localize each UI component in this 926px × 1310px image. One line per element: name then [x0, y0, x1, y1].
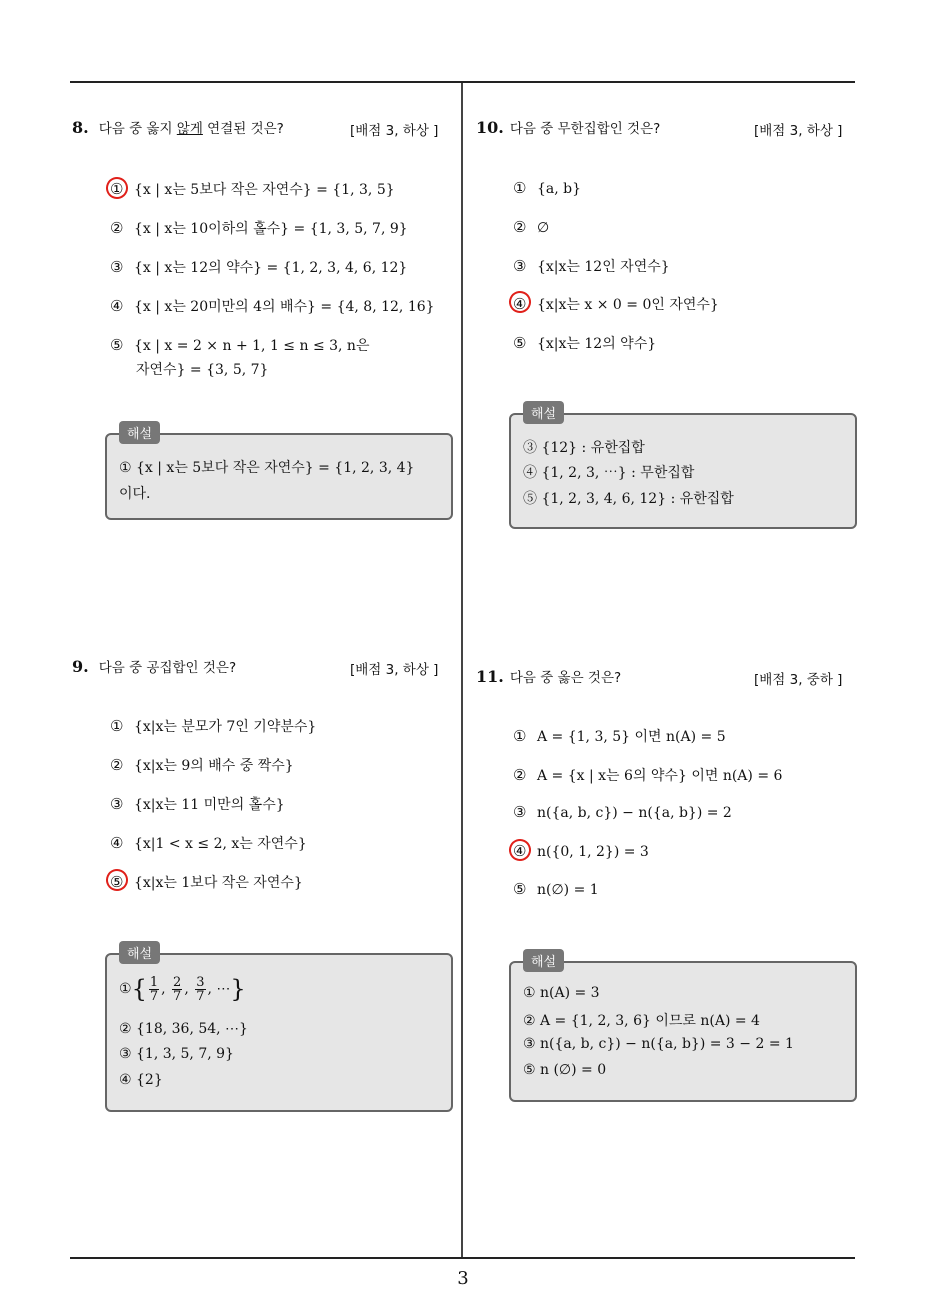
q8-choice-1[interactable]: ① {x | x는 5보다 작은 자연수} = {1, 3, 5}: [110, 180, 395, 198]
explanation-tag: 해설: [523, 949, 564, 972]
question-text: 다음 중 옳지 않게 연결된 것은?: [98, 121, 284, 137]
question-number: 11.: [476, 667, 504, 686]
q9-choice-4[interactable]: ④ {x|1 < x ≤ 2, x는 자연수}: [110, 834, 307, 852]
q8-choice-4[interactable]: ④ {x | x는 20미만의 4의 배수} = {4, 8, 12, 16}: [110, 297, 435, 315]
q10-choice-5[interactable]: ⑤ {x|x는 12의 약수}: [513, 334, 657, 352]
explanation-line: ① {x | x는 5보다 작은 자연수} = {1, 2, 3, 4}: [119, 460, 415, 476]
question-9-header: [72, 656, 236, 676]
question-10-score: [배점 3, 하상 ]: [754, 123, 843, 139]
q11-choice-2[interactable]: ② A = {x | x는 6의 약수} 이면 n(A) = 6: [513, 766, 783, 784]
question-number: 8.: [72, 118, 89, 137]
question-11-score: [배점 3, 중하 ]: [754, 672, 843, 688]
fraction: $\frac{3}{7}$: [196, 974, 205, 1004]
question-text: 다음 중 공집합인 것은?: [98, 660, 237, 676]
fraction: $\frac{2}{7}$: [173, 974, 182, 1004]
q10-explanation-box: [509, 407, 857, 529]
explanation-line: 이다.: [119, 486, 151, 502]
q8-choice-3[interactable]: ③ {x | x는 12의 약수} = {1, 2, 3, 4, 6, 12}: [110, 258, 408, 276]
question-8-score: [배점 3, 하상 ]: [350, 123, 439, 139]
q9-choice-2[interactable]: ② {x|x는 9의 배수 중 짝수}: [110, 756, 294, 774]
explanation-tag: 해설: [119, 421, 160, 444]
q9-choice-1[interactable]: ① {x|x는 분모가 7인 기약분수}: [110, 717, 317, 735]
q11-choice-3[interactable]: ③ n({a, b, c}) − n({a, b}) = 2: [513, 803, 732, 821]
explanation-line: ③ {1, 3, 5, 7, 9}: [119, 1046, 234, 1062]
bottom-rule: [70, 1257, 855, 1259]
question-text: 다음 중 무한집합인 것은?: [509, 121, 661, 137]
question-8-header: [72, 117, 284, 137]
explanation-line: ④ {1, 2, 3, ⋯} : 무한집합: [523, 465, 695, 481]
explanation-line: ⑤ n (∅) = 0: [523, 1062, 607, 1078]
q8-explanation-box: [105, 427, 453, 520]
question-text: 다음 중 옳은 것은?: [509, 670, 622, 686]
q9-choice-5[interactable]: ⑤ {x|x는 1보다 작은 자연수}: [110, 873, 303, 891]
q11-choice-4[interactable]: ④ n({0, 1, 2}) = 3: [513, 842, 649, 860]
explanation-line: ④ {2}: [119, 1072, 163, 1088]
q8-choice-2[interactable]: ② {x | x는 10이하의 홀수} = {1, 3, 5, 7, 9}: [110, 219, 408, 237]
explanation-tag: 해설: [523, 401, 564, 424]
question-9-score: [배점 3, 하상 ]: [350, 662, 439, 678]
q10-choice-3[interactable]: ③ {x|x는 12인 자연수}: [513, 257, 670, 275]
q10-choice-2[interactable]: ② ∅: [513, 218, 550, 236]
q10-choice-1[interactable]: ① {a, b}: [513, 179, 582, 197]
explanation-line: ① n(A) = 3: [523, 985, 600, 1001]
question-number: 9.: [72, 657, 89, 676]
explanation-line-fractions: ①{ $\frac{1}{7}$ , $\frac{2}{7}$ , $\frac{3}{7}$ , ⋯}: [119, 974, 246, 1004]
q8-choice-5[interactable]: ⑤ {x | x = 2 × n + 1, 1 ≤ n ≤ 3, n은 자연수} = {3, 5, 7}: [110, 336, 370, 378]
fraction: $\frac{1}{7}$: [149, 974, 159, 1004]
explanation-line: ③ {12} : 유한집합: [523, 440, 645, 456]
question-number: 10.: [476, 118, 504, 137]
question-11-header: [476, 666, 621, 686]
explanation-line: ③ n({a, b, c}) − n({a, b}) = 3 − 2 = 1: [523, 1036, 794, 1052]
explanation-line: ② A = {1, 2, 3, 6} 이므로 n(A) = 4: [523, 1013, 760, 1029]
q11-choice-5[interactable]: ⑤ n(∅) = 1: [513, 880, 599, 898]
column-divider: [461, 83, 463, 1257]
question-10-header: [476, 117, 660, 137]
q10-choice-4[interactable]: ④ {x|x는 x × 0 = 0인 자연수}: [513, 295, 719, 313]
page-number: 3: [457, 1268, 469, 1289]
q11-explanation-box: [509, 955, 857, 1102]
explanation-tag: 해설: [119, 941, 160, 964]
explanation-line: ② {18, 36, 54, ⋯}: [119, 1021, 248, 1037]
q9-choice-3[interactable]: ③ {x|x는 11 미만의 홀수}: [110, 795, 285, 813]
explanation-line: ⑤ {1, 2, 3, 4, 6, 12} : 유한집합: [523, 491, 734, 507]
q9-explanation-box: [105, 947, 453, 1112]
q11-choice-1[interactable]: ① A = {1, 3, 5} 이면 n(A) = 5: [513, 727, 726, 745]
